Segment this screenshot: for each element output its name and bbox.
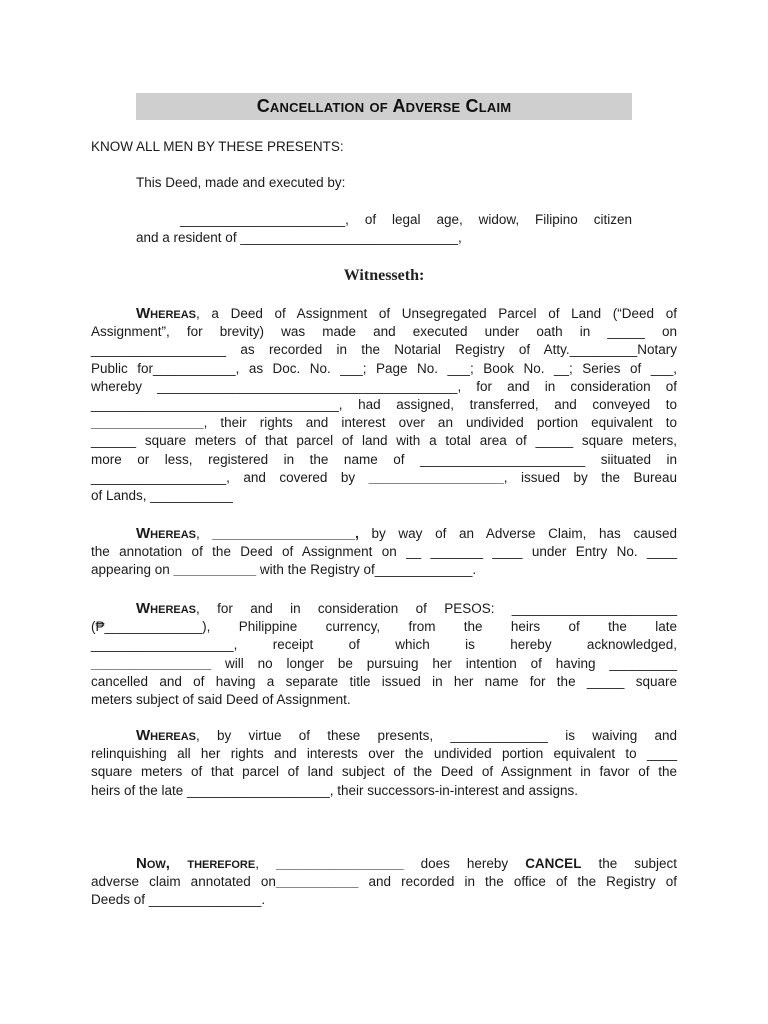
p1-line10-bold: __________________ (368, 469, 504, 485)
witnesseth-heading: Witnesseth: (343, 267, 425, 284)
p1-line-8: ______ square meters of that parcel of land with a total area of _____ square meters, (91, 433, 677, 449)
party-line-1: ______________________, of legal age, widow, Filipino citizen (180, 212, 632, 227)
p4-line-3: square meters of that parcel of land subject of the Deed of Assignment in favor of the (91, 764, 677, 780)
intro-text: KNOW ALL MEN BY THESE PRESENTS: (91, 139, 344, 154)
p5-line1-bold: _________________ (275, 856, 404, 871)
p1-line-7 (91, 414, 677, 432)
party-block (136, 211, 632, 247)
p4-lead: Whereas (136, 727, 196, 744)
p2-line1-bold: ___________________, (212, 526, 359, 541)
title-banner (136, 93, 632, 120)
p2-line-1: Whereas, ___________________, by way of an Adverse Claim, has caused (136, 525, 677, 542)
p1-line-9: more or less, registered in the name of ______________________ siituated in (91, 451, 677, 467)
p1-line7-bold: _______________ (91, 415, 204, 431)
p5-line-1: Now, therefore, _________________ does hereby CANCEL the subject (136, 855, 677, 872)
deed-line (136, 174, 676, 192)
whereas-paragraph-1 (91, 305, 677, 505)
intro-line (91, 138, 677, 156)
p1-line-11: of Lands, ___________ (91, 488, 233, 504)
p5-line2-bold: ___________ (275, 874, 359, 890)
p3-line-4 (91, 655, 677, 673)
p4-line-2: relinquishing all her rights and interests over the undivided portion equivalent to ____ (91, 746, 677, 762)
p3-line-5: cancelled and of having a separate title issued in her name for the _____ square (91, 673, 677, 689)
p2-lead: Whereas (136, 525, 196, 542)
p2-line3a: appearing on (91, 562, 174, 578)
p1-line-1 (91, 305, 677, 323)
p1-line7-text: , their rights and interest over an undivided portion equivalent to (203, 415, 677, 431)
p3-line4-text: will no longer be pursuing her intention of having _________ (211, 655, 677, 671)
now-therefore-paragraph (91, 855, 677, 910)
p5-lead: Now, therefore (136, 855, 256, 872)
p1-lead: Whereas (136, 305, 196, 322)
deed-text: This Deed, made and executed by: (136, 175, 346, 190)
p1-line-6: _________________________________, had assigned, transferred, and conveyed to (91, 397, 677, 413)
p1-line-4: Public for___________, as Doc. No. ___; Page No. ___; Book No. __; Series of ___, (91, 360, 677, 376)
p2-line3-bold: ___________ (173, 562, 257, 578)
document-title: Cancellation of Adverse Claim (256, 96, 512, 116)
p3-lead: Whereas (136, 600, 196, 617)
p1-line-3: __________________ as recorded in the Notarial Registry of Atty._________Notary (91, 342, 677, 358)
p2-line3b: with the Registry of_____________. (256, 562, 477, 578)
p5-line-3: Deeds of _______________. (91, 892, 266, 908)
p1-line-2: Assignment”, for brevity) was made and executed under oath in _____ on (91, 324, 677, 340)
p5-line-2 (91, 873, 677, 891)
p1-line-10 (91, 469, 677, 487)
p1-line1-text: , a Deed of Assignment of Unsegregated Parcel of Land (“Deed of (196, 306, 677, 321)
p5-line1b: the subject (581, 856, 677, 871)
whereas-paragraph-4 (91, 727, 677, 800)
p4-line1-text: , by virtue of these presents, _____________ is waiving and (196, 728, 677, 743)
p2-line-2: the annotation of the Deed of Assignment on __ _______ ____ under Entry No. ____ (91, 544, 677, 560)
p4-line-4: heirs of the late ___________________, their successors-in-interest and assigns. (91, 782, 579, 798)
p3-line-1 (91, 600, 677, 618)
p3-line1-text: , for and in consideration of PESOS: ______________________ (196, 601, 677, 616)
p3-line4-bold: ________________ (91, 655, 212, 671)
p3-line-3: ___________________, receipt of which is hereby acknowledged, (91, 637, 677, 653)
p1-line10b: , issued by the Bureau (503, 469, 677, 485)
whereas-paragraph-2 (91, 525, 677, 580)
p1-line10a: __________________, and covered by (91, 469, 369, 485)
p3-line-2: (₱_____________), Philippine currency, from the heirs of the late (91, 619, 677, 635)
p5-line2a: adverse claim annotated on (91, 874, 276, 890)
p5-line2b: and recorded in the office of the Registry of (358, 874, 678, 890)
p3-line-6: meters subject of said Deed of Assignment. (91, 692, 351, 708)
p4-line-1 (91, 727, 677, 745)
p1-line-5: whereby ________________________________________, for and in consideration of (91, 378, 677, 394)
p2-line1-text: by way of an Adverse Claim, has caused (358, 526, 677, 541)
p5-cancel: CANCEL (525, 856, 582, 871)
whereas-paragraph-3 (91, 600, 677, 709)
party-line-2: and a resident of _____________________________, (136, 230, 462, 246)
p2-line-3 (91, 561, 677, 579)
p5-line1a: does hereby (403, 856, 526, 871)
